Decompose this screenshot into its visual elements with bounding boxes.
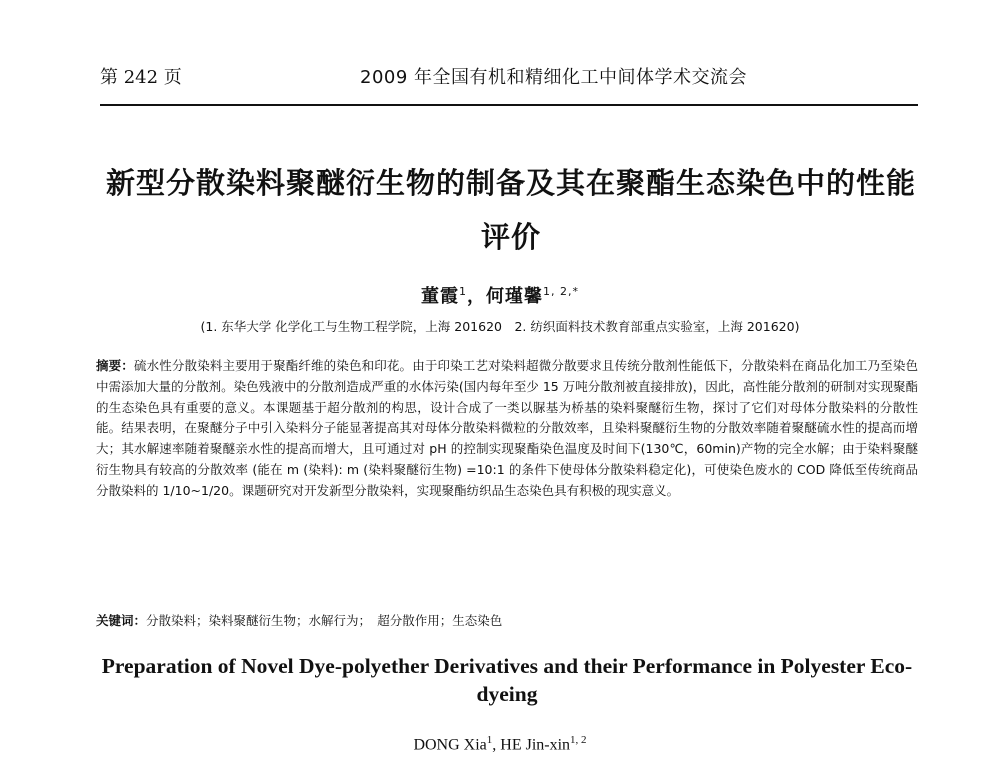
page-header: [100, 64, 918, 106]
keywords-text: 分散染料；染料聚醚衍生物；水解行为； 超分散作用；生态染色: [146, 613, 503, 628]
keywords-chinese: [96, 611, 918, 631]
author-separator: ，: [467, 286, 486, 307]
affiliations-chinese: (1. 东华大学 化学化工与生物工程学院，上海 201620 2. 纺织面料技术教育部重点实验室，上海 201620): [200, 319, 800, 334]
author-name: 董霞: [421, 286, 459, 307]
page-number: 第 242 页: [100, 67, 182, 88]
abstract-chinese: [96, 356, 918, 502]
abstract-label: 摘要：: [96, 358, 134, 373]
author-name: 何瑾馨: [486, 286, 543, 307]
authors-english: [0, 729, 1000, 756]
author-affiliation-mark: 1, 2: [570, 734, 587, 746]
keywords-label: 关键词：: [96, 613, 147, 628]
abstract-text: 硫水性分散染料主要用于聚酯纤维的染色和印花。由于印染工艺对染料超微分散要求且传统分散剂性能低下，分散染料在商品化加工乃至染色中需添加大量的分散剂。染色残液中的分散剂造成严重的水体污染(国内每年至少 15 万吨分散剂被直接排放)，因此，高性能分散剂的研制对实现聚酯的生态染色具有重要的意义。本课题基于超分散剂的构思，设计合成了一类以脲基为桥基的染料聚醚衍生物，探讨了它们对母体分散染料的分散性能。结果表明，在聚醚分子中引入染料分子能显著提高其对母体分散染料微粒的分散效率，且染料聚醚衍生物的分散效率随着聚醚硫水性的提高而增大；其水解速率随着聚醚亲水性的提高而增大，且可通过对 pH 的控制实现聚酯染色温度及时间下(130℃，60min)产物的完全水解；由于染料聚醚衍生物具有较高的分散效率 (能在 m (染料): m (染料聚醚衍生物) =10:1 的条件下使母体分散染料稳定化)，可使染色废水的 COD 降低至传统商品分散染料的 1/10~1/20。课题研究对开发新型分散染料，实现聚酯纺织品生态染色具有积极的现实意义。: [96, 358, 918, 498]
author-name: DONG Xia: [413, 736, 487, 754]
author-affiliation-mark: 1, 2,*: [543, 285, 579, 298]
author-separator: ,: [492, 736, 501, 754]
paper-title-english: Preparation of Novel Dye-polyether Derivatives and their Performance in Polyester Eco-dyeing: [101, 654, 913, 706]
author-name: HE Jin-xin: [500, 736, 571, 754]
author-affiliation-mark: 1: [459, 285, 467, 298]
paper-title-chinese: 新型分散染料聚醚衍生物的制备及其在聚酯生态染色中的性能评价: [105, 166, 916, 254]
author-affiliation-mark: 1: [486, 734, 493, 746]
authors-chinese: [0, 281, 1000, 308]
conference-name: 2009 年全国有机和精细化工中间体学术交流会: [360, 67, 748, 88]
